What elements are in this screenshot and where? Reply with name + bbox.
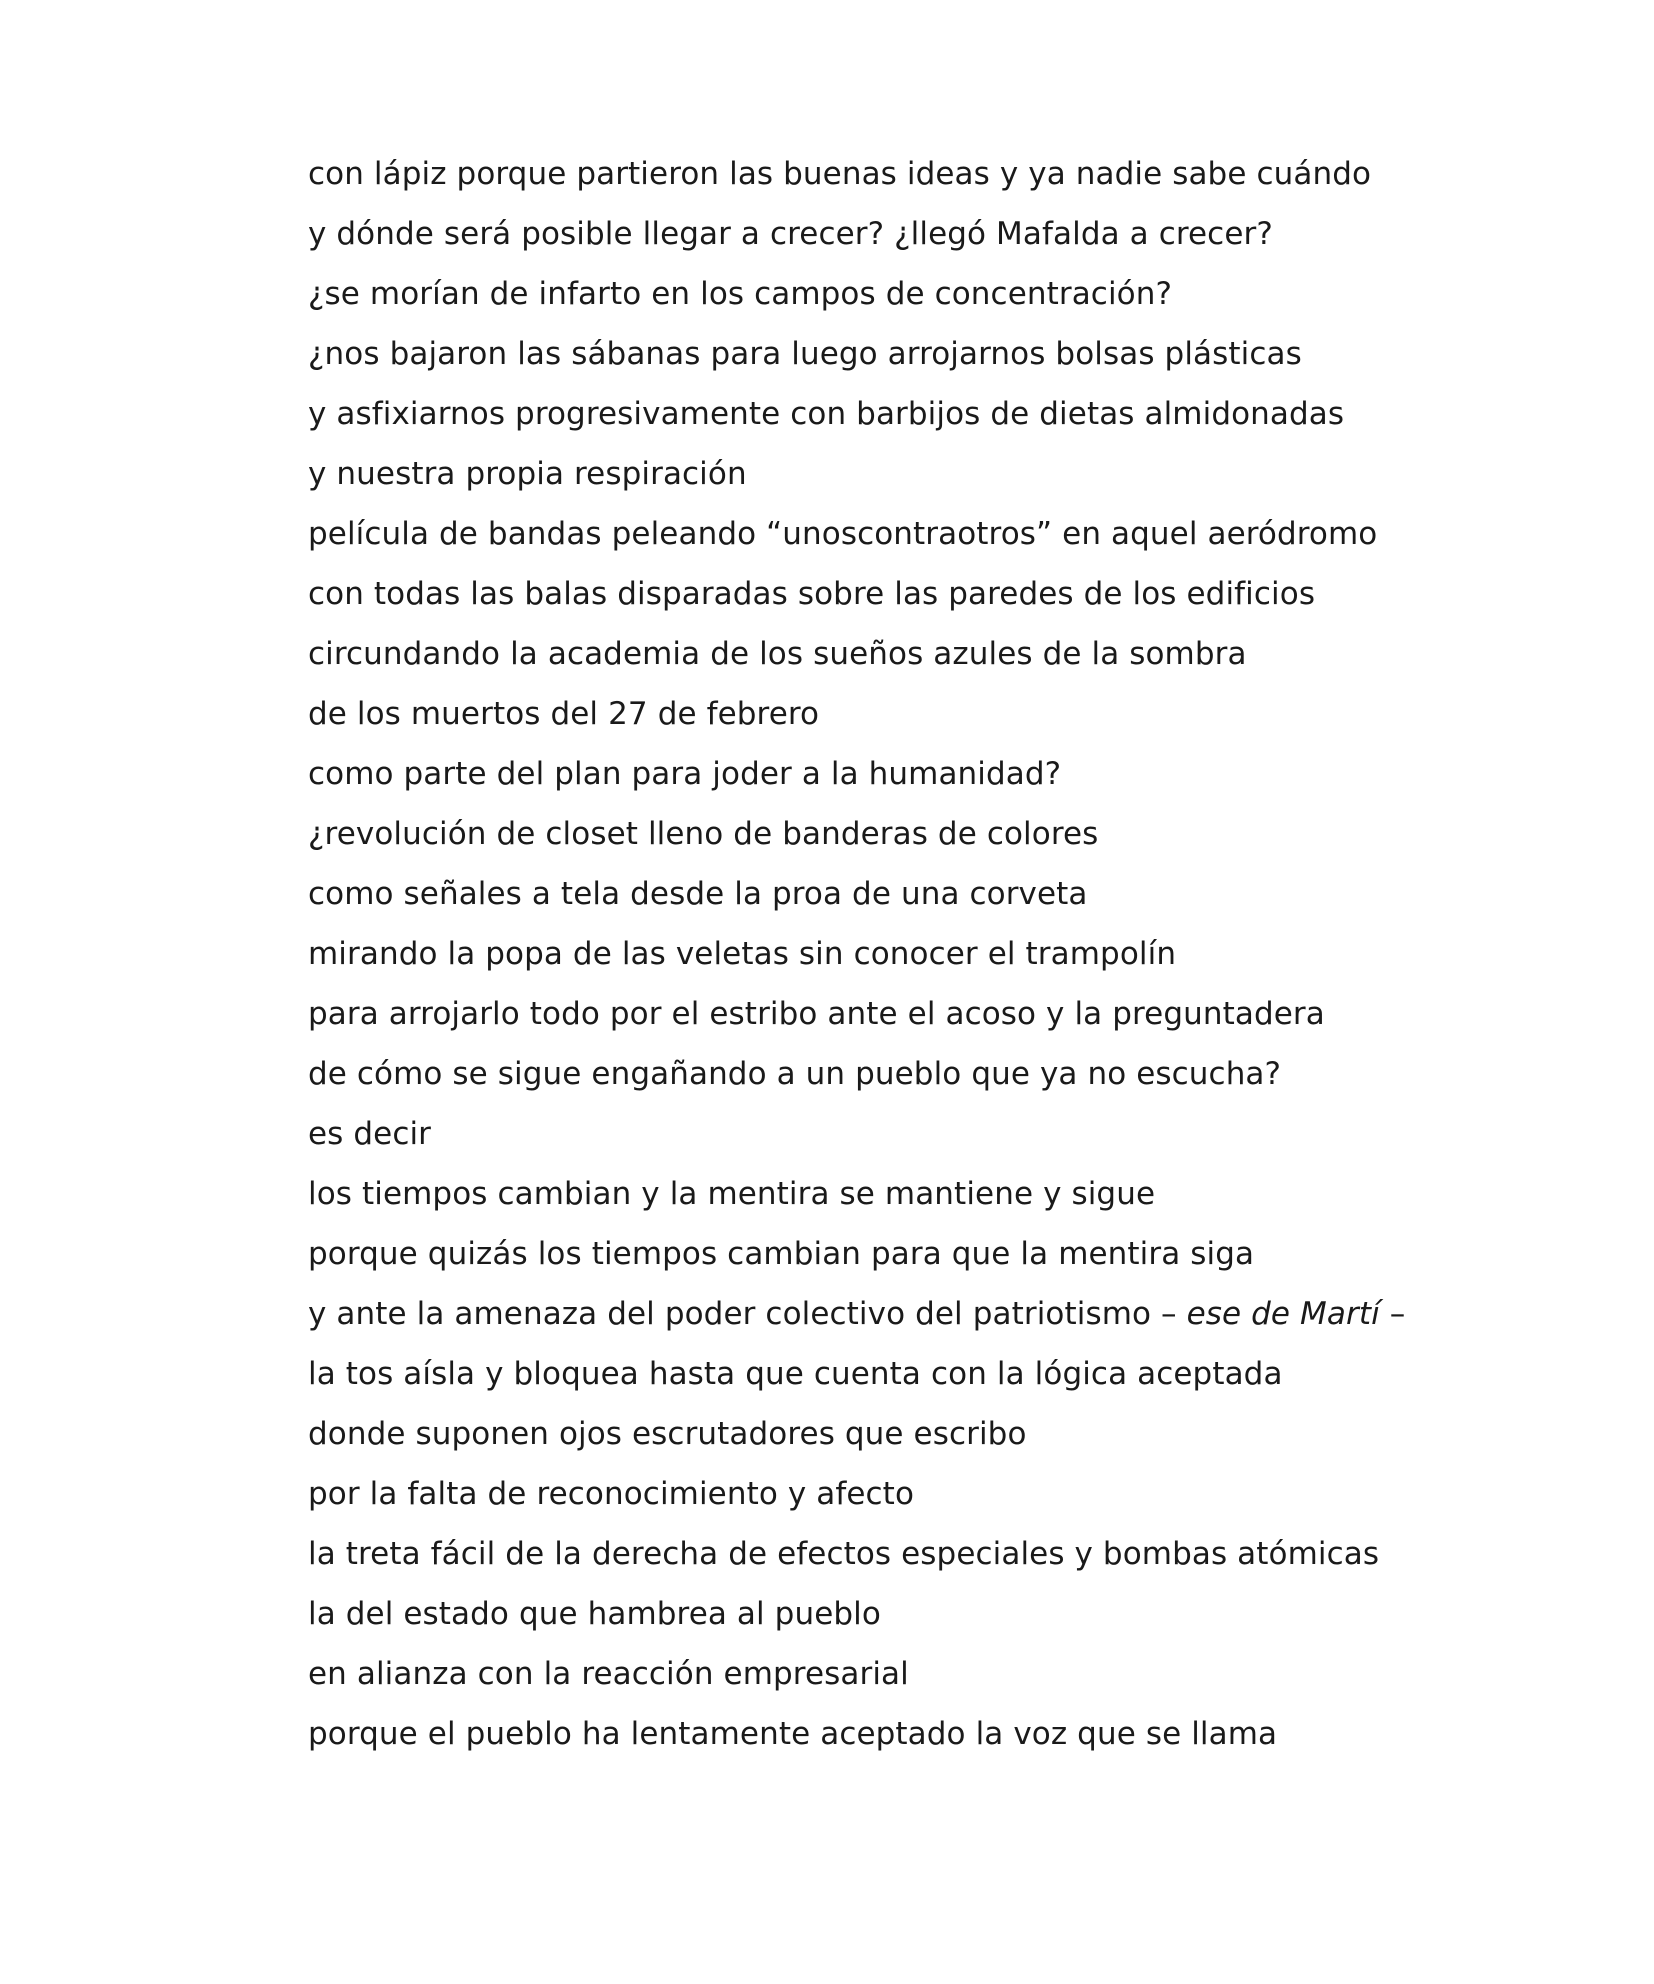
poem-line: y dónde será posible llegar a crecer? ¿llegó Mafalda a crecer?: [308, 216, 1273, 252]
poem-line: ¿nos bajaron las sábanas para luego arrojarnos bolsas plásticas: [308, 336, 1302, 372]
poem-line: ¿se morían de infarto en los campos de concentración?: [308, 276, 1173, 312]
poem-line: la treta fácil de la derecha de efectos especiales y bombas atómicas: [308, 1536, 1380, 1572]
poem-line: y asfixiarnos progresivamente con barbijos de dietas almidonadas: [308, 396, 1345, 432]
poem-text: [308, 148, 1488, 1768]
poem-line: película de bandas peleando “unoscontraotros” en aquel aeródromo: [308, 516, 1378, 552]
poem-line: es decir: [308, 1116, 432, 1152]
poem-line: de cómo se sigue engañando a un pueblo que ya no escucha?: [308, 1056, 1282, 1092]
poem-line: porque quizás los tiempos cambian para que la mentira siga: [308, 1236, 1255, 1272]
poem-line-text: y ante la amenaza del poder colectivo del patriotismo –: [308, 1296, 1187, 1332]
poem-line: en alianza con la reacción empresarial: [308, 1656, 909, 1692]
poem-line: con lápiz porque partieron las buenas ideas y ya nadie sabe cuándo: [308, 156, 1372, 192]
poem-line: porque el pueblo ha lentamente aceptado la voz que se llama: [308, 1716, 1278, 1752]
poem-line: los tiempos cambian y la mentira se mantiene y sigue: [308, 1176, 1156, 1212]
poem-line: de los muertos del 27 de febrero: [308, 696, 820, 732]
poem-line: como señales a tela desde la proa de una corveta: [308, 876, 1088, 912]
poem-line: mirando la popa de las veletas sin conocer el trampolín: [308, 936, 1177, 972]
poem-line: con todas las balas disparadas sobre las paredes de los edificios: [308, 576, 1316, 612]
poem-line: circundando la academia de los sueños azules de la sombra: [308, 636, 1247, 672]
poem-line: donde suponen ojos escrutadores que escribo: [308, 1416, 1027, 1452]
poem-line-text: –: [1379, 1296, 1406, 1332]
poem-line: y nuestra propia respiración: [308, 456, 747, 492]
poem-line: la tos aísla y bloquea hasta que cuenta con la lógica aceptada: [308, 1356, 1283, 1392]
poem-line: como parte del plan para joder a la humanidad?: [308, 756, 1062, 792]
poem-line: ¿revolución de closet lleno de banderas de colores: [308, 816, 1099, 852]
poem-line: para arrojarlo todo por el estribo ante el acoso y la preguntadera: [308, 996, 1325, 1032]
poem-line-with-italic: [308, 1288, 1488, 1348]
poem-line: por la falta de reconocimiento y afecto: [308, 1476, 915, 1512]
poem-line: la del estado que hambrea al pueblo: [308, 1596, 881, 1632]
italic-phrase: ese de Martí: [1186, 1296, 1380, 1332]
